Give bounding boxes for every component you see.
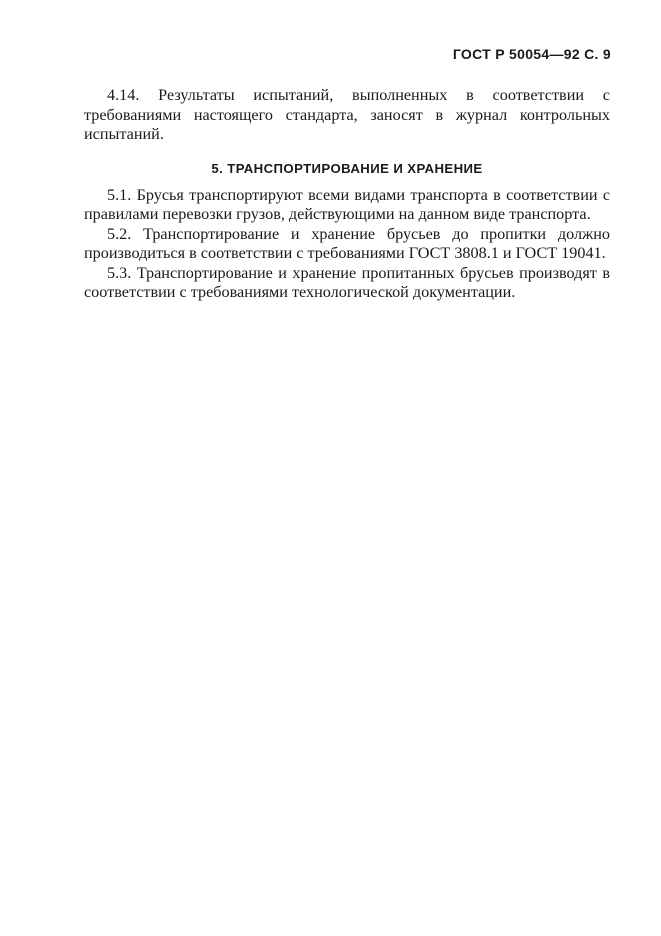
running-header: ГОСТ Р 50054—92 С. 9 (452, 46, 611, 62)
paragraph-5-1: 5.1. Брусья транспортируют всеми видами транспорта в соответствии с правилами перевозки грузов, действующими на данном виде транспорта. (84, 185, 610, 223)
page-body (84, 86, 610, 303)
paragraph-5-3: 5.3. Транспортирование и хранение пропитанных брусьев производят в соответствии с требованиями технологической документации. (84, 263, 610, 301)
paragraph-4-14: 4.14. Результаты испытаний, выполненных в соответствии с требованиями настоящего стандарта, заносят в журнал контрольных испытаний. (84, 86, 610, 143)
paragraph-5-2: 5.2. Транспортирование и хранение брусьев до пропитки должно производиться в соответствии с требованиями ГОСТ 3808.1 и ГОСТ 19041. (84, 224, 610, 262)
section-5-heading: 5. ТРАНСПОРТИРОВАНИЕ И ХРАНЕНИЕ (211, 160, 483, 176)
